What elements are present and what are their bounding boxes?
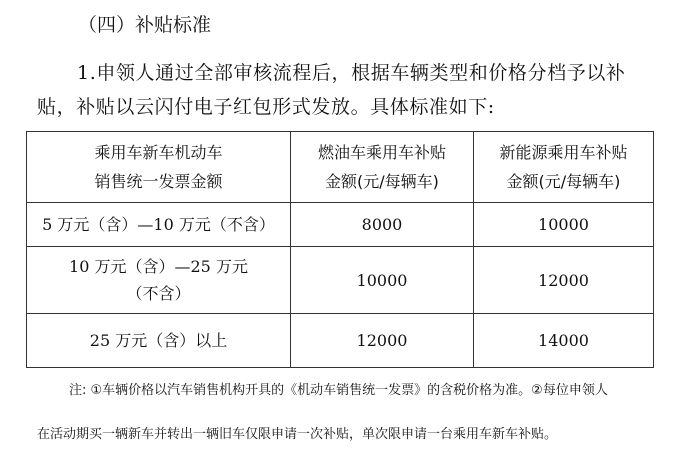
price-range-cell: [27, 314, 291, 368]
header-ev-subsidy: [474, 132, 654, 203]
header-invoice-amount-line2: 销售统一发票金额: [94, 172, 223, 191]
fuel-subsidy-cell: 8000: [291, 203, 474, 247]
price-range-text: 25 万元（含）以上: [89, 331, 228, 350]
ev-subsidy-cell: 10000: [474, 203, 654, 247]
price-range-text: 5 万元（含）—10 万元（不含）: [42, 215, 275, 234]
footnote-line-2: 在活动期买一辆新车并转出一辆旧车仅限申请一次补贴，单次限申请一台乘用车新车补贴。: [37, 427, 558, 442]
footnote-line-1: 注: ①车辆价格以汽车销售机构开具的《机动车销售统一发票》的含税价格为准。②每位申领人: [69, 383, 608, 398]
header-invoice-amount-line1: 乘用车新车机动车: [94, 143, 223, 162]
ev-subsidy-cell: 14000: [474, 314, 654, 368]
header-ev-subsidy-line1: 新能源乘用车补贴: [499, 143, 628, 162]
subsidy-standard-table: [26, 131, 654, 368]
table-row: [27, 203, 654, 247]
section-heading: （四）补贴标准: [78, 14, 212, 36]
table-row: [27, 247, 654, 314]
ev-subsidy-cell: 12000: [474, 247, 654, 314]
price-range-cell: [27, 203, 291, 247]
fuel-subsidy-cell: 12000: [291, 314, 474, 368]
header-fuel-subsidy-line2: 金额(元/每辆车): [325, 172, 439, 191]
header-fuel-subsidy-line1: 燃油车乘用车补贴: [317, 143, 446, 162]
price-range-text-continued: （不含）: [126, 284, 191, 303]
price-range-cell: [27, 247, 291, 314]
table-header-row: [27, 132, 654, 203]
price-range-text: 10 万元（含）—25 万元: [69, 257, 248, 276]
header-invoice-amount: [27, 132, 291, 203]
fuel-subsidy-cell: 10000: [291, 247, 474, 314]
subsidy-description-paragraph: 1.申领人通过全部审核流程后，根据车辆类型和价格分档予以补贴，补贴以云闪付电子红包形式发放。具体标准如下:: [37, 62, 626, 118]
table-row: [27, 314, 654, 368]
header-fuel-subsidy: [291, 132, 474, 203]
header-ev-subsidy-line2: 金额(元/每辆车): [506, 172, 621, 191]
